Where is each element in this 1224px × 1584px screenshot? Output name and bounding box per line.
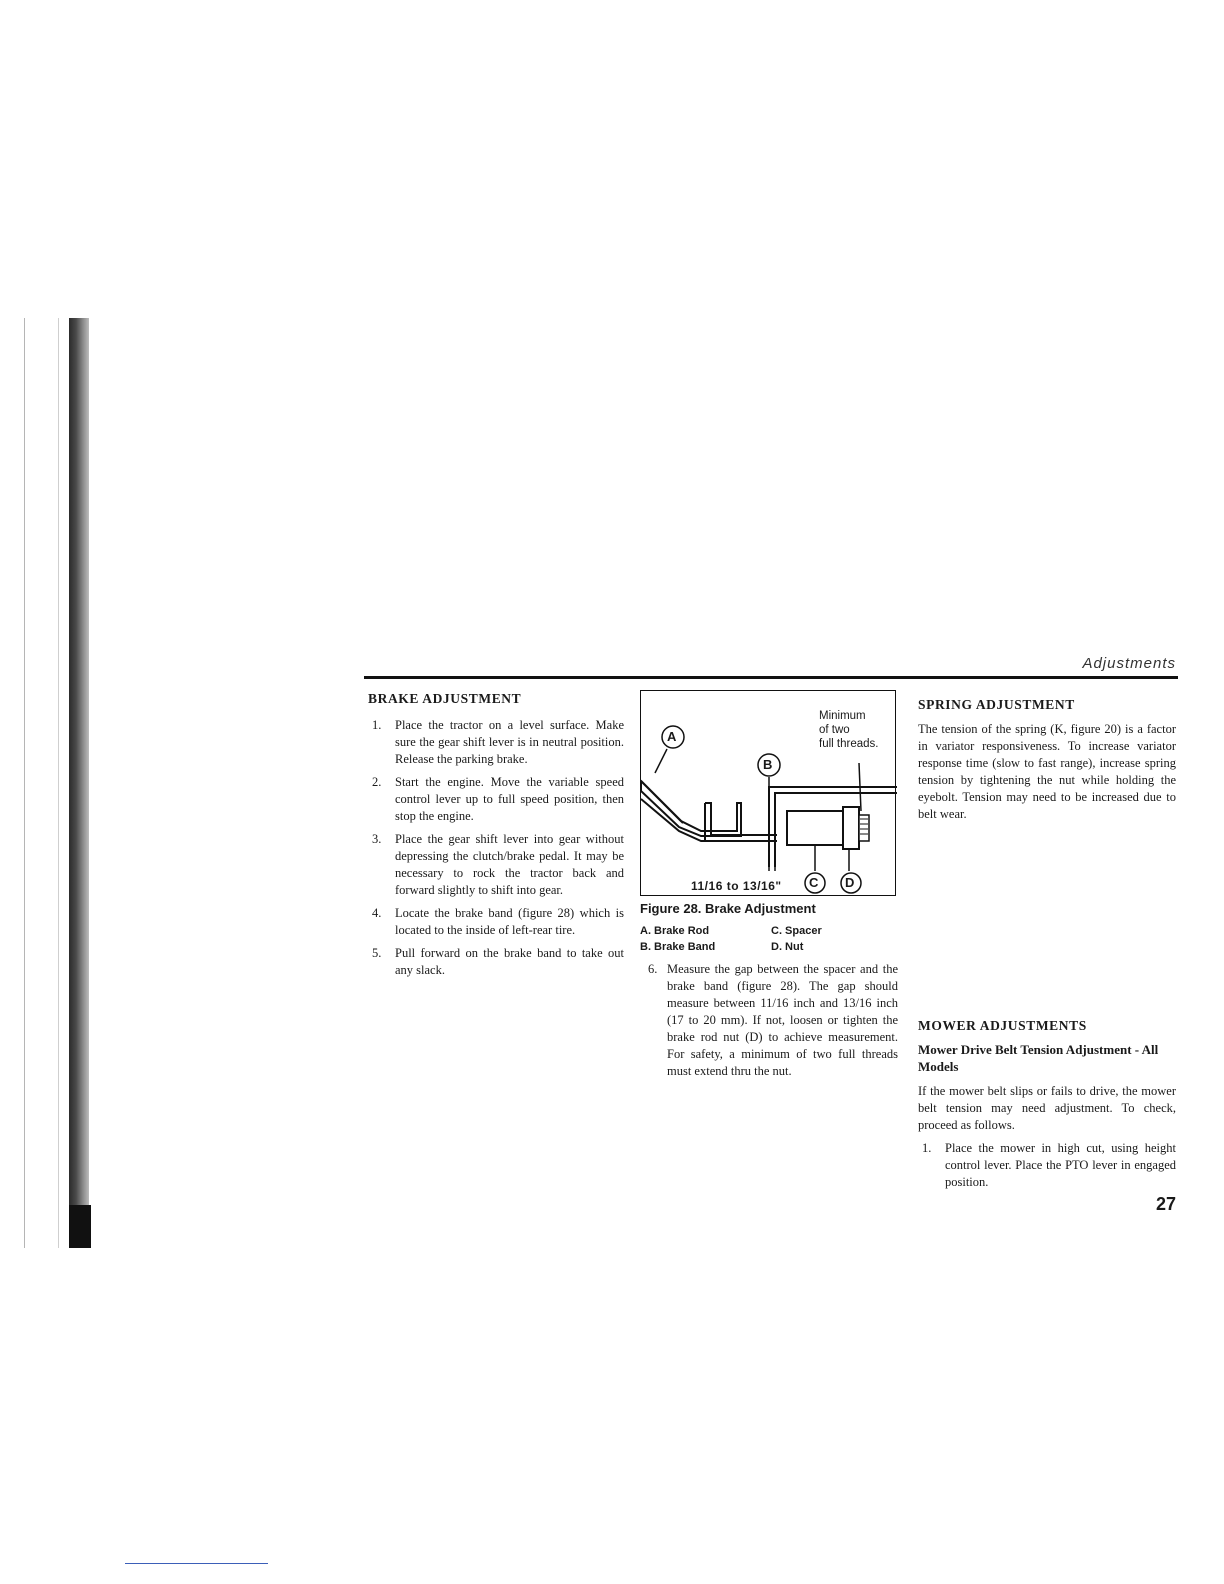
spring-adjustment-text: The tension of the spring (K, figure 20) is a factor in variator responsiveness. To increase variator response time (slow to fast range), increase spring tension by tightening the nut while holding the eyebolt. Tension may need to be increased due to belt wear. (918, 722, 1176, 821)
legend-brake-rod: A. Brake Rod (640, 925, 710, 937)
scan-edge-line (58, 318, 59, 1248)
step-text: Place the mower in high cut, using height control lever. Place the PTO lever in engaged position. (945, 1141, 1176, 1189)
step-text: Start the engine. Move the variable speed control lever up to full speed position, then stop the engine. (395, 775, 624, 823)
step-number: 1. (372, 718, 382, 732)
legend-brake-band: B. Brake Band (640, 941, 716, 953)
step-text: Place the gear shift lever into gear without depressing the clutch/brake pedal. It may be necessary to rock the tractor back and forward slightly to shift into gear. (395, 832, 624, 897)
step-number: 6. (648, 962, 658, 976)
list-item (640, 961, 898, 1080)
book-binding-strip (69, 318, 89, 1248)
step-text: Pull forward on the brake band to take out any slack. (395, 946, 624, 977)
step-text: Measure the gap between the spacer and the brake band (figure 28). The gap should measure between 11/16 inch and 13/16 inch (17 to 20 mm). If not, loosen or tighten the brake rod nut (D) to achieve measurement. For safety, a minimum of two full threads must extend thru the nut. (667, 962, 898, 1078)
page-number: 27 (1155, 1194, 1176, 1214)
threads-note-line: full threads. (819, 738, 879, 750)
mower-adjustments-heading: MOWER ADJUSTMENTS (918, 1018, 1087, 1033)
legend-nut: D. Nut (771, 941, 804, 953)
list-item (368, 774, 624, 825)
legend-spacer: C. Spacer (771, 925, 822, 937)
section-header: Adjustments (1082, 655, 1176, 672)
callout-c-label: C (809, 875, 819, 890)
callout-b-label: B (763, 757, 773, 772)
callout-a-label: A (667, 729, 677, 744)
figure-caption: Figure 28. Brake Adjustment (640, 901, 816, 916)
mower-steps-list (918, 1140, 1176, 1191)
list-item (368, 905, 624, 939)
brake-steps-list-continued (640, 961, 898, 1080)
callout-d-label: D (845, 875, 855, 890)
gap-dimension-label: 11/16 to 13/16" (691, 879, 782, 893)
list-item (368, 717, 624, 768)
mower-belt-subheading: Mower Drive Belt Tension Adjustment - All Models (918, 1042, 1159, 1074)
spring-mower-column (918, 696, 1176, 823)
step-number: 2. (372, 775, 382, 789)
threads-note-line: Minimum (819, 710, 866, 722)
threads-note (819, 709, 878, 751)
threads-note-line: of two (819, 724, 850, 736)
mower-intro-text: If the mower belt slips or fails to drive, the mower belt tension may need adjustment. To check, proceed as follows. (918, 1084, 1176, 1132)
brake-adjustment-column (368, 690, 624, 985)
list-item (368, 945, 624, 979)
list-item (918, 1140, 1176, 1191)
mower-section (918, 1017, 1176, 1197)
step-text: Place the tractor on a level surface. Make sure the gear shift lever is in neutral position. Release the parking brake. (395, 718, 624, 766)
spring-adjustment-heading: SPRING ADJUSTMENT (918, 697, 1075, 712)
brake-steps-list (368, 717, 624, 979)
footer-underline (125, 1563, 268, 1564)
figure-column (640, 690, 898, 1086)
header-rule (364, 676, 1178, 679)
step-number: 3. (372, 832, 382, 846)
step-number: 1. (922, 1141, 932, 1155)
brake-adjustment-figure (640, 690, 896, 896)
step-number: 5. (372, 946, 382, 960)
scan-edge-line (24, 318, 25, 1248)
brake-adjustment-heading: BRAKE ADJUSTMENT (368, 691, 522, 706)
step-number: 4. (372, 906, 382, 920)
list-item (368, 831, 624, 899)
step-text: Locate the brake band (figure 28) which is located to the inside of left-rear tire. (395, 906, 624, 937)
book-binding-corner (69, 1205, 91, 1248)
figure-legend (640, 923, 898, 955)
